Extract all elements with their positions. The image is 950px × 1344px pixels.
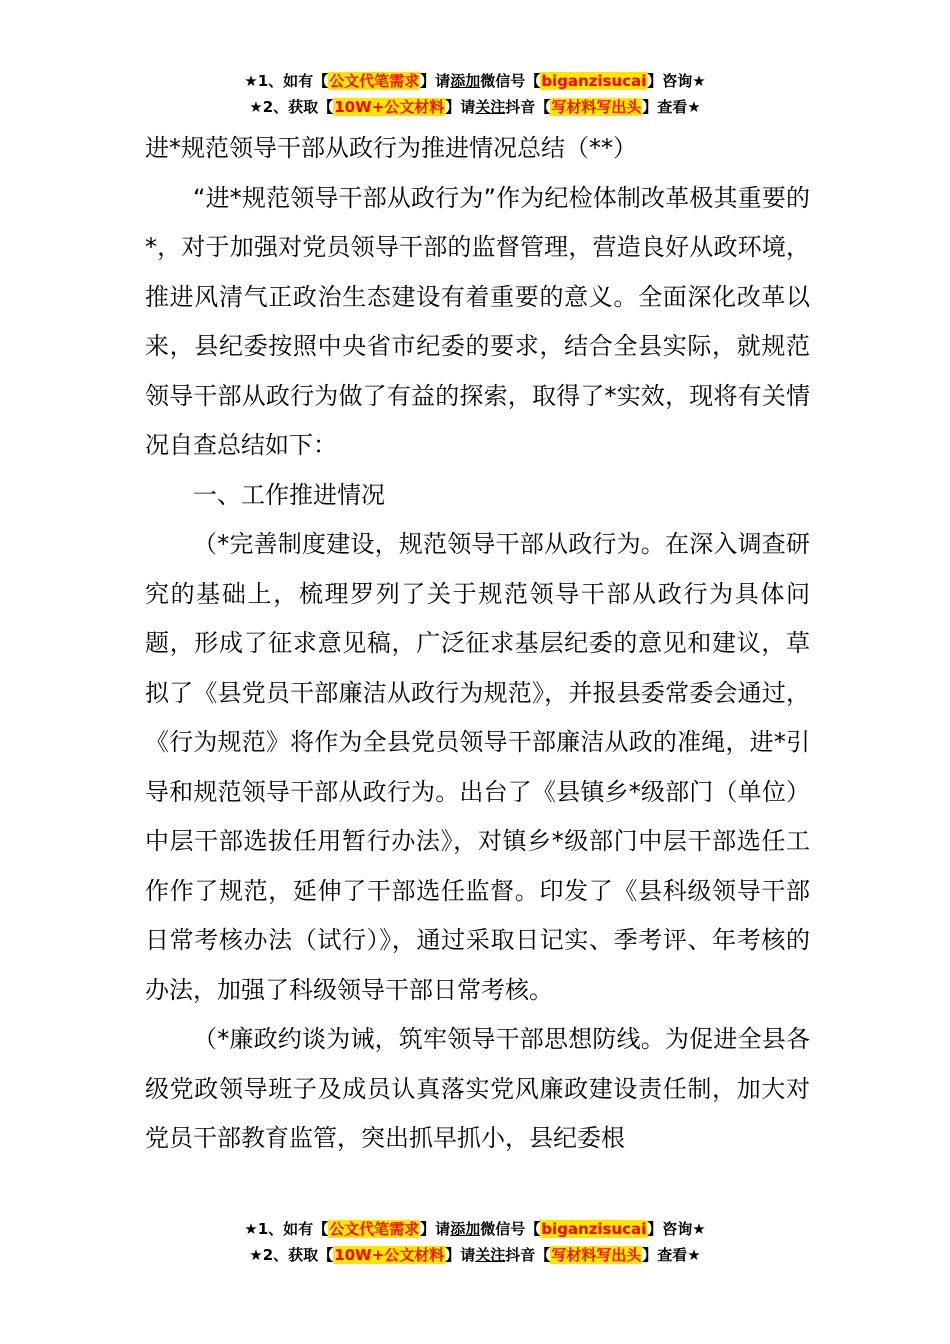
banner-line-2 [0,1242,950,1268]
banner-text: ★1、如有【 [244,1220,329,1238]
banner-highlight: 10W+公文材料 [334,1246,445,1264]
top-banner [0,68,950,120]
banner-text: 】请 [420,1220,451,1238]
banner-text: 】咨询★ [647,72,706,90]
banner-highlight: 公文代笔需求 [329,72,420,90]
banner-highlight: 10W+公文材料 [334,98,445,116]
banner-line-1 [0,68,950,94]
banner-douyin-name: 写材料写出头 [551,1246,642,1264]
banner-text: ★2、获取【 [249,1246,334,1264]
banner-highlight: 公文代笔需求 [329,1220,420,1238]
banner-underlined-text: 添加 [450,72,481,90]
banner-text: 微信号【 [480,72,541,90]
paragraph-intro: “进*规范领导干部从政行为”作为纪检体制改革极其重要的*，对于加强对党员领导干部的监督管理，营造良好从政环境，推进风清气正政治生态建设有着重要的意义。全面深化改革以来，县纪委按照中央省市纪委的要求，结合全县实际，就规范领导干部从政行为做了有益的探索，取得了*实效，现将有关情况自查总结如下： [145,183,810,459]
banner-line-2 [0,94,950,120]
paragraph-integrity-talks: （*廉政约谈为诫，筑牢领导干部思想防线。为促进全县各级党政领导班子及成员认真落实党风廉政建设责任制，加大对党员干部教育监管，突出抓早抓小，县纪委根 [145,1025,810,1152]
banner-line-1 [0,1216,950,1242]
banner-douyin-name: 写材料写出头 [551,98,642,116]
banner-text: 】咨询★ [647,1220,706,1238]
banner-text: 抖音【 [505,1246,551,1264]
banner-wechat-id: biganzisucai [541,72,647,90]
banner-underlined-text: 添加 [450,1220,481,1238]
banner-text: 抖音【 [505,98,551,116]
banner-text: 】查看★ [642,98,701,116]
section-heading: 一、工作推进情况 [193,480,385,509]
banner-text: 】请 [420,72,451,90]
banner-text: 】请 [445,1246,476,1264]
document-body [145,124,810,1164]
banner-underlined-text: 关注 [475,1246,506,1264]
banner-text: 】查看★ [642,1246,701,1264]
banner-text: 微信号【 [480,1220,541,1238]
banner-text: ★2、获取【 [249,98,334,116]
document-title: 进*规范领导干部从政行为推进情况总结（**） [145,134,637,162]
paragraph-system-building: （*完善制度建设，规范领导干部从政行为。在深入调查研究的基础上，梳理罗列了关于规范领导干部从政行为具体问题，形成了征求意见稿，广泛征求基层纪委的意见和建议，草拟了《县党员干部廉洁从政行为规范》，并报县委常委会通过，《行为规范》将作为全县党员领导干部廉洁从政的准绳，进*引导和规范领导干部从政行为。出台了《县镇乡*级部门（单位）中层干部选拔任用暂行办法》，对镇乡*级部门中层干部选任工作作了规范，延伸了干部选任监督。印发了《县科级领导干部日常考核办法（试行）》，通过采取日记实、季考评、年考核的办法，加强了科级领导干部日常考核。 [145,530,810,1004]
banner-wechat-id: biganzisucai [541,1220,647,1238]
banner-text: 】请 [445,98,476,116]
banner-text: ★1、如有【 [244,72,329,90]
bottom-banner [0,1216,950,1268]
banner-underlined-text: 关注 [475,98,506,116]
